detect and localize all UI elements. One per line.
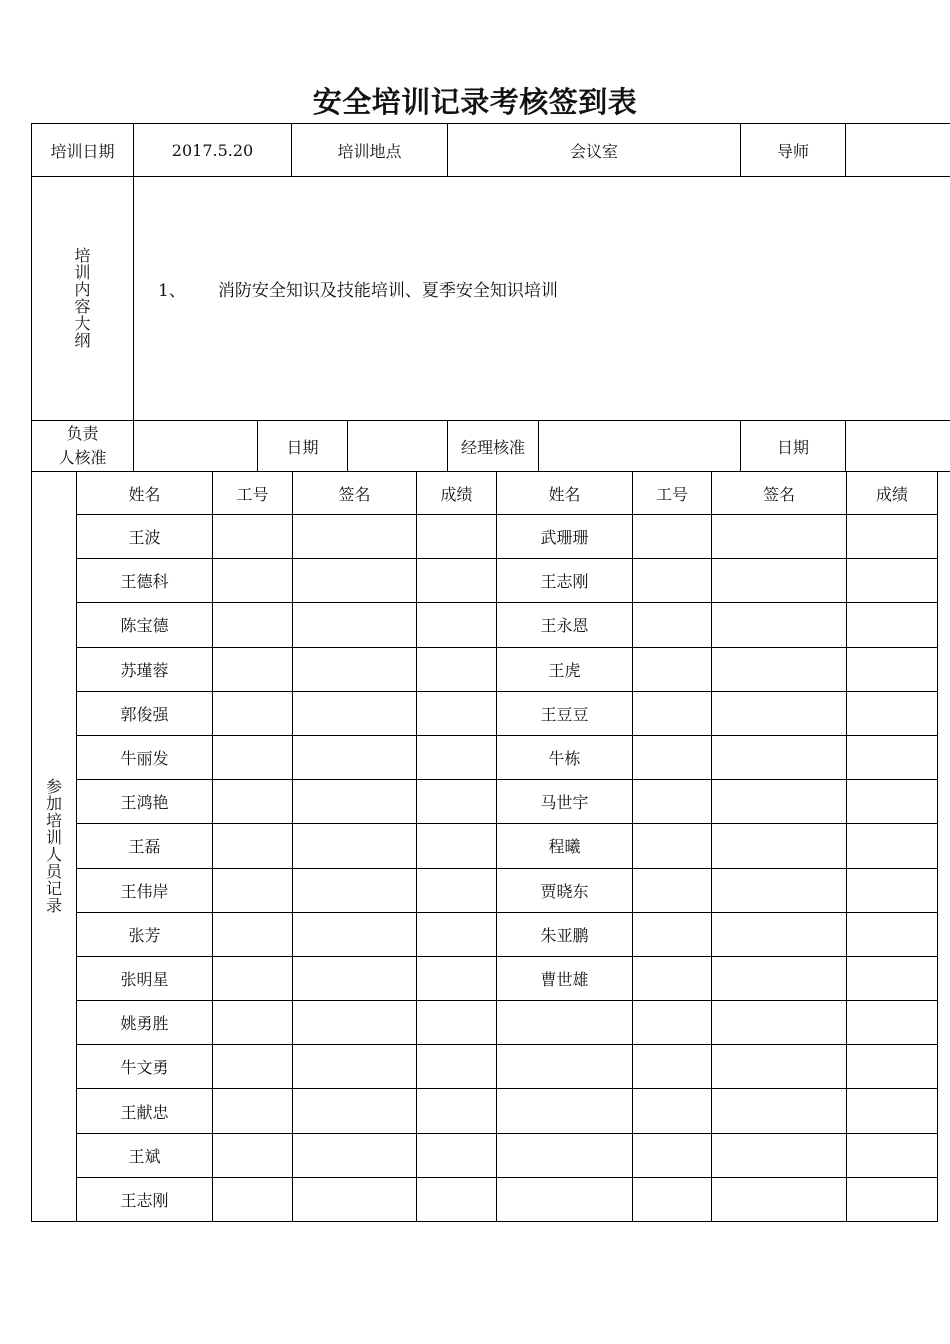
responsible-approval-value[interactable] [134,421,258,472]
score-right[interactable] [847,824,938,868]
employee-id-right[interactable] [633,868,712,912]
score-left[interactable] [417,868,497,912]
attendee-name-right [497,1089,633,1133]
signature-left[interactable] [293,956,417,1000]
attendee-name-left: 姚勇胜 [77,1001,213,1045]
employee-id-left[interactable] [213,824,293,868]
attendee-name-right: 王永恩 [497,603,633,647]
score-right[interactable] [847,559,938,603]
attendance-table [31,471,938,1222]
score-right[interactable] [847,647,938,691]
employee-id-left[interactable] [213,603,293,647]
signature-left[interactable] [293,515,417,559]
attendee-name-right: 武珊珊 [497,515,633,559]
employee-id-right[interactable] [633,1089,712,1133]
employee-id-left[interactable] [213,735,293,779]
col-signature-left: 签名 [293,472,417,515]
attendance-row [32,780,938,824]
outline-item-text: 消防安全知识及技能培训、夏季安全知识培训 [217,281,558,301]
score-right[interactable] [847,515,938,559]
attendee-name-right [497,1177,633,1221]
outline-label [32,177,134,421]
employee-id-left[interactable] [213,1089,293,1133]
signature-left[interactable] [293,824,417,868]
employee-id-left[interactable] [213,780,293,824]
attendance-section-label-text: 参加培训人员记录 [45,777,62,915]
score-left[interactable] [417,912,497,956]
date-label-2: 日期 [741,421,846,472]
attendance-row [32,1001,938,1045]
employee-id-right[interactable] [633,824,712,868]
employee-id-left[interactable] [213,1177,293,1221]
attendance-row [32,912,938,956]
employee-id-left[interactable] [213,1001,293,1045]
score-left[interactable] [417,603,497,647]
employee-id-right[interactable] [633,1001,712,1045]
signature-left[interactable] [293,647,417,691]
signature-right[interactable] [712,1133,847,1177]
attendee-name-right: 程曦 [497,824,633,868]
signature-left[interactable] [293,559,417,603]
signature-right[interactable] [712,1001,847,1045]
employee-id-left[interactable] [213,1133,293,1177]
training-location-value[interactable]: 会议室 [448,124,741,177]
signature-left[interactable] [293,1045,417,1089]
attendee-name-right: 王志刚 [497,559,633,603]
employee-id-left[interactable] [213,956,293,1000]
employee-id-right[interactable] [633,1045,712,1089]
signature-left[interactable] [293,1001,417,1045]
employee-id-left[interactable] [213,647,293,691]
col-name-left: 姓名 [77,472,213,515]
employee-id-right[interactable] [633,735,712,779]
training-info-table [31,123,950,472]
attendance-row [32,735,938,779]
outline-label-text: 培训内容大纲 [74,246,91,350]
attendee-name-left: 郭俊强 [77,691,213,735]
employee-id-right[interactable] [633,912,712,956]
signature-right[interactable] [712,868,847,912]
score-right[interactable] [847,1177,938,1221]
attendee-name-right: 曹世雄 [497,956,633,1000]
score-right[interactable] [847,603,938,647]
attendance-row [32,647,938,691]
employee-id-right[interactable] [633,1133,712,1177]
attendee-name-left: 王鸿艳 [77,780,213,824]
training-location-label: 培训地点 [292,124,448,177]
signature-right[interactable] [712,780,847,824]
attendee-name-right: 牛栋 [497,735,633,779]
attendance-section-label [32,472,77,1222]
signature-right[interactable] [712,603,847,647]
score-right[interactable] [847,1089,938,1133]
outline-content[interactable] [134,177,950,421]
attendance-row [32,515,938,559]
score-left[interactable] [417,559,497,603]
score-right[interactable] [847,1045,938,1089]
score-left[interactable] [417,1133,497,1177]
attendee-name-right: 贾晓东 [497,868,633,912]
employee-id-right[interactable] [633,691,712,735]
employee-id-right[interactable] [633,603,712,647]
attendance-row [32,1133,938,1177]
score-left[interactable] [417,780,497,824]
employee-id-left[interactable] [213,868,293,912]
signature-right[interactable] [712,824,847,868]
signature-left[interactable] [293,1089,417,1133]
attendee-name-right [497,1001,633,1045]
employee-id-right[interactable] [633,515,712,559]
attendee-name-right: 马世宇 [497,780,633,824]
signature-right[interactable] [712,515,847,559]
attendee-name-right: 王虎 [497,647,633,691]
instructor-label: 导师 [741,124,846,177]
attendance-row [32,1089,938,1133]
responsible-label-line1: 负责 [66,424,99,443]
attendance-row [32,824,938,868]
score-right[interactable] [847,735,938,779]
score-left[interactable] [417,824,497,868]
attendance-row [32,603,938,647]
attendee-name-left: 王斌 [77,1133,213,1177]
score-right[interactable] [847,912,938,956]
signature-right[interactable] [712,1089,847,1133]
score-right[interactable] [847,956,938,1000]
score-right[interactable] [847,868,938,912]
signature-left[interactable] [293,1177,417,1221]
signature-left[interactable] [293,603,417,647]
attendance-row [32,1177,938,1221]
signature-right[interactable] [712,1177,847,1221]
signature-right[interactable] [712,956,847,1000]
col-score-left: 成绩 [417,472,497,515]
score-left[interactable] [417,647,497,691]
score-left[interactable] [417,1089,497,1133]
score-left[interactable] [417,515,497,559]
col-signature-right: 签名 [712,472,847,515]
outline-item-number: 1、 [158,281,186,301]
attendance-row [32,868,938,912]
attendee-name-left: 牛文勇 [77,1045,213,1089]
date-value-1[interactable] [348,421,448,472]
signature-left[interactable] [293,868,417,912]
score-left[interactable] [417,735,497,779]
score-right[interactable] [847,1001,938,1045]
attendee-name-left: 王磊 [77,824,213,868]
responsible-approval-label [32,421,134,472]
attendance-row [32,956,938,1000]
attendee-name-left: 王献忠 [77,1089,213,1133]
training-date-value[interactable]: 2017.5.20 [134,124,292,177]
employee-id-right[interactable] [633,1177,712,1221]
employee-id-right[interactable] [633,647,712,691]
manager-approval-value[interactable] [539,421,741,472]
date-label-1: 日期 [258,421,348,472]
attendee-name-left: 王德科 [77,559,213,603]
signature-left[interactable] [293,691,417,735]
signature-right[interactable] [712,1045,847,1089]
score-left[interactable] [417,956,497,1000]
signature-left[interactable] [293,780,417,824]
col-score-right: 成绩 [847,472,938,515]
page-title: 安全培训记录考核签到表 [312,85,638,119]
attendee-name-right: 王豆豆 [497,691,633,735]
signature-left[interactable] [293,735,417,779]
employee-id-left[interactable] [213,559,293,603]
attendance-row [32,1045,938,1089]
score-right[interactable] [847,1133,938,1177]
signature-right[interactable] [712,735,847,779]
attendee-name-left: 牛丽发 [77,735,213,779]
attendee-name-right [497,1133,633,1177]
attendee-name-left: 王志刚 [77,1177,213,1221]
training-date-label: 培训日期 [32,124,134,177]
employee-id-left[interactable] [213,515,293,559]
score-left[interactable] [417,1001,497,1045]
employee-id-left[interactable] [213,1045,293,1089]
attendee-name-left: 苏瑾蓉 [77,647,213,691]
employee-id-right[interactable] [633,559,712,603]
instructor-value[interactable] [846,124,950,177]
col-name-right: 姓名 [497,472,633,515]
signature-left[interactable] [293,1133,417,1177]
attendance-row [32,559,938,603]
signature-right[interactable] [712,691,847,735]
attendee-name-left: 陈宝德 [77,603,213,647]
col-id-right: 工号 [633,472,712,515]
date-value-2[interactable] [846,421,950,472]
attendee-name-right: 朱亚鹏 [497,912,633,956]
employee-id-right[interactable] [633,780,712,824]
employee-id-right[interactable] [633,956,712,1000]
signature-right[interactable] [712,559,847,603]
signature-right[interactable] [712,912,847,956]
score-right[interactable] [847,780,938,824]
employee-id-left[interactable] [213,691,293,735]
attendee-name-right [497,1045,633,1089]
col-id-left: 工号 [213,472,293,515]
responsible-label-line2: 人核准 [58,448,107,467]
manager-approval-label: 经理核准 [448,421,539,472]
attendee-name-left: 张芳 [77,912,213,956]
score-left[interactable] [417,691,497,735]
attendee-name-left: 张明星 [77,956,213,1000]
score-right[interactable] [847,691,938,735]
score-left[interactable] [417,1045,497,1089]
attendance-row [32,691,938,735]
attendee-name-left: 王波 [77,515,213,559]
attendee-name-left: 王伟岸 [77,868,213,912]
score-left[interactable] [417,1177,497,1221]
signature-right[interactable] [712,647,847,691]
signature-left[interactable] [293,912,417,956]
employee-id-left[interactable] [213,912,293,956]
